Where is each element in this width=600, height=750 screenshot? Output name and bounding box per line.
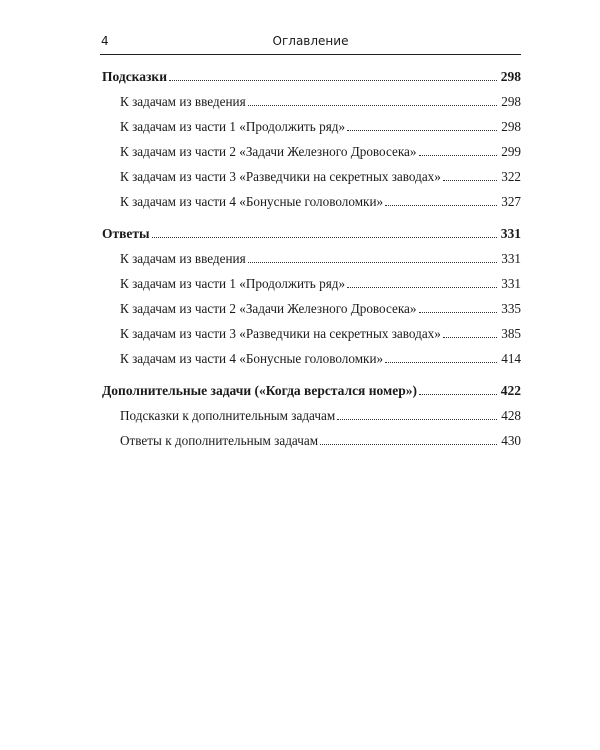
toc-entry-page: 331	[501, 251, 521, 266]
toc-entry-answers	[100, 221, 521, 246]
toc-entry-page: 331	[500, 226, 521, 241]
toc-subentry	[100, 189, 521, 214]
toc-entry-title: К задачам из введения	[120, 94, 246, 109]
toc-subentry	[100, 164, 521, 189]
toc-entry-title: К задачам из части 2 «Задачи Железного Дровосека»	[120, 144, 417, 159]
dot-leader	[152, 228, 497, 238]
dot-leader	[385, 353, 497, 363]
toc-entry-page: 299	[501, 144, 521, 159]
toc-entry-title: Ответы к дополнительным задачам	[120, 433, 319, 448]
dot-leader	[443, 171, 497, 181]
toc-entry-page: 298	[501, 119, 521, 134]
dot-leader	[419, 146, 498, 156]
toc-subentry	[100, 403, 521, 428]
toc-subentry	[100, 246, 521, 271]
toc-subentry	[100, 428, 521, 453]
toc-subentry	[100, 296, 521, 321]
toc-entry-page: 430	[501, 433, 521, 448]
dot-leader	[248, 96, 497, 106]
toc-subentry	[100, 139, 521, 164]
toc-entry-page: 331	[501, 276, 521, 291]
toc-entry-title: Подсказки	[102, 69, 167, 84]
toc-entry-extra	[100, 378, 521, 403]
page-number: 4	[101, 34, 109, 48]
dot-leader	[248, 253, 497, 263]
dot-leader	[419, 385, 497, 395]
toc-entry-page: 335	[501, 301, 521, 316]
toc-entry-title: К задачам из части 4 «Бонусные головоломки»	[120, 194, 384, 209]
toc-subentry	[100, 321, 521, 346]
toc-entry-title: К задачам из части 3 «Разведчики на секретных заводах»	[120, 169, 441, 184]
page-header	[100, 34, 521, 52]
dot-leader	[419, 303, 498, 313]
toc-entry-title: К задачам из части 2 «Задачи Железного Дровосека»	[120, 301, 417, 316]
dot-leader	[169, 71, 497, 81]
toc-entry-page: 422	[500, 383, 521, 398]
toc-subentry	[100, 271, 521, 296]
dot-leader	[320, 435, 497, 445]
toc-entry-hints	[100, 64, 521, 89]
toc-entry-page: 298	[500, 69, 521, 84]
dot-leader	[443, 328, 497, 338]
toc-entry-title: К задачам из части 4 «Бонусные головоломки»	[120, 351, 384, 366]
toc-entry-title: К задачам из введения	[120, 251, 246, 266]
header-rule	[100, 54, 521, 55]
toc-entry-title: К задачам из части 3 «Разведчики на секретных заводах»	[120, 326, 441, 341]
toc-entry-page: 385	[501, 326, 521, 341]
dot-leader	[337, 410, 497, 420]
toc-subentry	[100, 114, 521, 139]
table-of-contents	[100, 64, 521, 460]
toc-subentry	[100, 89, 521, 114]
dot-leader	[347, 278, 497, 288]
toc-subentry	[100, 346, 521, 371]
toc-entry-page: 428	[501, 408, 521, 423]
toc-entry-title: Ответы	[102, 226, 150, 241]
toc-entry-page: 414	[501, 351, 521, 366]
toc-entry-title: К задачам из части 1 «Продолжить ряд»	[120, 119, 346, 134]
dot-leader	[385, 196, 497, 206]
toc-entry-page: 327	[501, 194, 521, 209]
dot-leader	[347, 121, 497, 131]
toc-section-extra	[100, 378, 521, 453]
toc-section-answers	[100, 221, 521, 371]
toc-entry-page: 322	[501, 169, 521, 184]
toc-entry-title: Подсказки к дополнительным задачам	[120, 408, 336, 423]
toc-entry-title: К задачам из части 1 «Продолжить ряд»	[120, 276, 346, 291]
toc-entry-page: 298	[501, 94, 521, 109]
toc-entry-title: Дополнительные задачи («Когда верстался номер»)	[102, 383, 417, 398]
toc-section-hints	[100, 64, 521, 214]
running-title: Оглавление	[272, 34, 349, 48]
